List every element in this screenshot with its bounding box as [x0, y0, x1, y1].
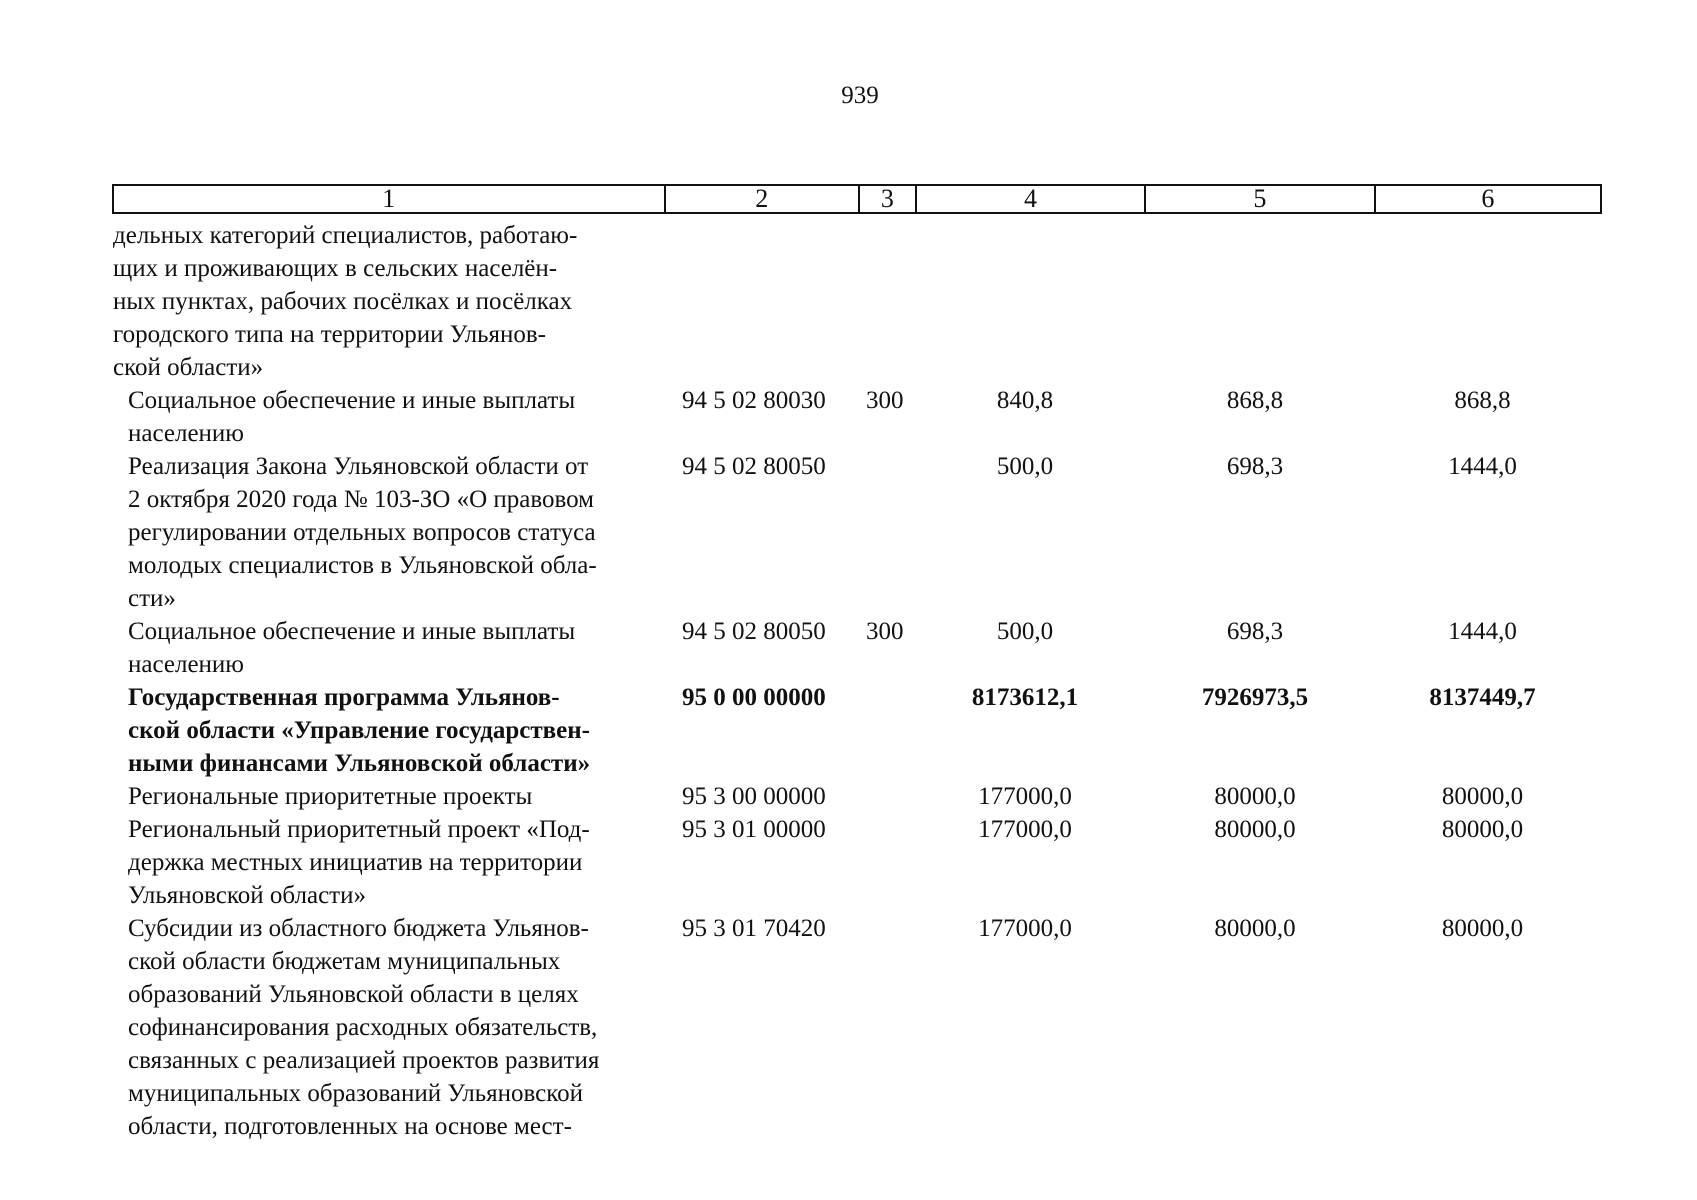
row-value-col6: 1444,0 [1448, 618, 1517, 645]
row-value-col6: 80000,0 [1441, 816, 1524, 843]
header-col-6: 6 [1481, 184, 1495, 213]
table-row [0, 615, 1697, 681]
header-col-1: 1 [114, 186, 666, 212]
row-code [656, 219, 853, 384]
row-value-col5: 80000,0 [1214, 816, 1296, 843]
row-code: 94 5 02 80050 [682, 618, 826, 645]
row-value-col5: 7926973,5 [1201, 684, 1309, 711]
row-expense-type: 300 [866, 618, 904, 645]
row-value-col4: 177000,0 [978, 915, 1072, 942]
row-description: дельных категорий специалистов, работаю- щих и проживающих в сельских населён- ных пунктах, рабочих посёлках и посёлках городского типа на территории Ульянов- ской области» [113, 222, 578, 381]
row-value-col6: 80000,0 [1441, 783, 1524, 810]
table-row [0, 780, 1697, 813]
row-expense-type [853, 813, 910, 912]
row-value-col4 [910, 219, 1140, 384]
row-value-col5: 698,3 [1226, 618, 1284, 645]
row-value-col4: 500,0 [996, 453, 1054, 480]
row-description: Социальное обеспечение и иные выплаты населению [128, 387, 576, 447]
table-body [0, 219, 1697, 1143]
row-description: Региональные приоритетные проекты [128, 783, 533, 810]
table-row [0, 450, 1697, 615]
row-value-col4: 500,0 [996, 618, 1054, 645]
table-row-program [0, 681, 1697, 780]
row-value-col5: 80000,0 [1214, 783, 1296, 810]
row-description: Государственная программа Ульянов- ской области «Управление государствен- ными финансами Ульяновской области» [128, 684, 591, 777]
table-row [0, 219, 1697, 384]
row-value-col4: 177000,0 [978, 816, 1072, 843]
row-description: Субсидии из областного бюджета Ульянов- ской области бюджетам муниципальных образований Ульяновской области в целях софинансирования расходных обязательств, связанных с реализацией проектов развития муниципальных образований Ульяновской области, подготовленных на основе мест- [128, 915, 600, 1140]
row-value-col4: 8173612,1 [971, 684, 1079, 711]
row-description: Социальное обеспечение и иные выплаты населению [128, 618, 576, 678]
table-header [112, 184, 1602, 214]
table-row [0, 813, 1697, 912]
row-value-col4: 840,8 [996, 387, 1054, 414]
row-description: Реализация Закона Ульяновской области от 2 октября 2020 года № 103-ЗО «О правовом регулировании отдельных вопросов статуса молодых специалистов в Ульяновской обла- сти» [128, 453, 597, 612]
row-code: 95 3 01 00000 [682, 816, 826, 843]
table-row [0, 384, 1697, 450]
row-expense-type [853, 912, 910, 1143]
row-value-col5: 698,3 [1226, 453, 1284, 480]
row-value-col6: 1444,0 [1448, 453, 1517, 480]
row-description: Региональный приоритетный проект «Под- держка местных инициатив на территории Ульяновской области» [128, 816, 590, 909]
table-row [0, 912, 1697, 1143]
row-value-col6: 80000,0 [1441, 915, 1524, 942]
header-col-2: 2 [666, 186, 860, 212]
row-expense-type [853, 681, 910, 780]
row-value-col5: 868,8 [1226, 387, 1284, 414]
row-value-col6: 8137449,7 [1429, 684, 1536, 711]
row-expense-type [853, 780, 910, 813]
header-col-3: 3 [860, 186, 917, 212]
row-value-col5 [1140, 219, 1370, 384]
page-number: 939 [841, 82, 879, 109]
row-code: 95 0 00 00000 [682, 684, 826, 711]
row-value-col4: 177000,0 [978, 783, 1072, 810]
header-col-4: 4 [917, 186, 1146, 212]
row-code: 94 5 02 80050 [682, 453, 826, 480]
row-expense-type [853, 219, 910, 384]
row-code: 95 3 01 70420 [682, 915, 826, 942]
row-value-col5: 80000,0 [1214, 915, 1296, 942]
header-col-5: 5 [1146, 186, 1375, 212]
row-value-col6: 868,8 [1454, 387, 1511, 414]
row-code: 95 3 00 00000 [682, 783, 826, 810]
row-expense-type [853, 450, 910, 615]
row-expense-type: 300 [866, 387, 904, 414]
row-value-col6 [1370, 219, 1595, 384]
row-code: 94 5 02 80030 [682, 387, 826, 414]
